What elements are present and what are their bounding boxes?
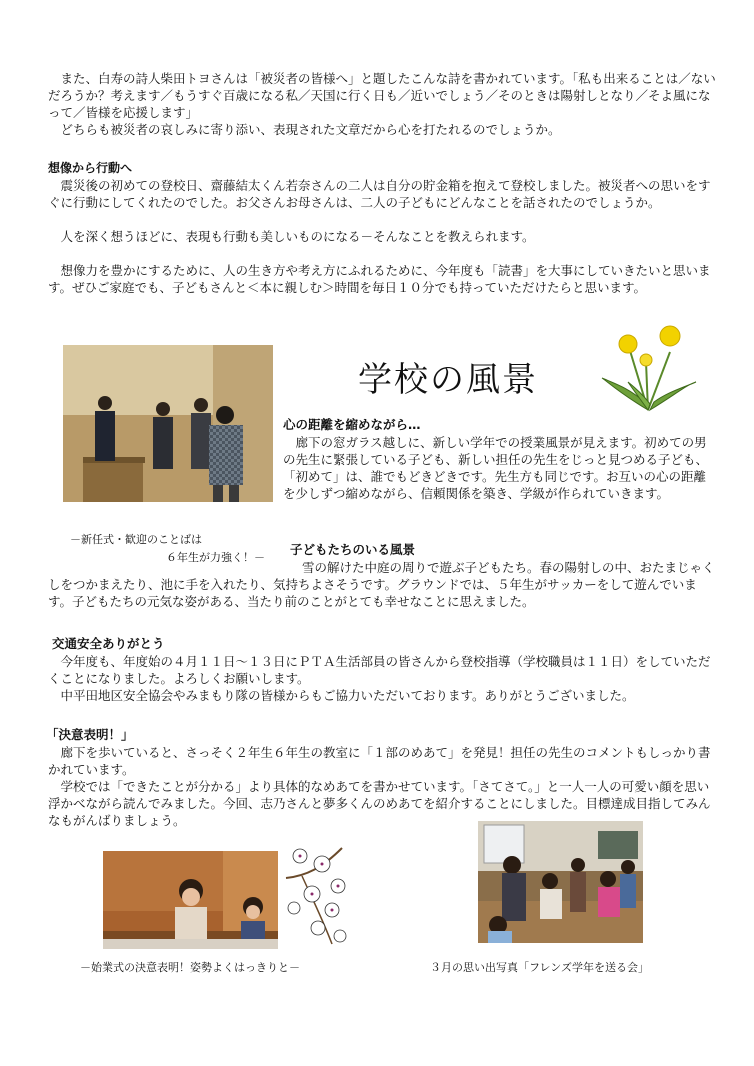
farewell-photo-caption: ３月の思い出写真「フレンズ学年を送る会」 xyxy=(430,961,649,974)
intro-paragraph-1: また、白寿の詩人柴田トヨさんは「被災者の皆様へ」と題したこんな詩を書かれています。「私も出来ることは／ないだろうか？考えます／もうすぐ百歳になる私／天国に行く日も／近いでしょう／そのときは陽射しとなり／そよ風になって／皆様を応援します」 xyxy=(48,71,716,120)
welcome-photo-caption-2: ６年生が力強く！－ xyxy=(166,551,265,564)
section-resolution-block xyxy=(48,744,716,829)
subsection-children-scenery-text: 雪の解けた中庭の周りで遊ぶ子どもたち。春の陽射しの中、おたまじゃくしをつかまえたり、池に手を入れたり、気持ちよさそうです。グラウンドでは、５年生がサッカーをして遊んでいます。子どもたちの元気な姿がある、当たり前のことがとても幸せなことに思えました。 xyxy=(48,560,715,609)
feature-title: 学校の風景 xyxy=(358,360,538,400)
section-imagination-paragraph-2: 人を深く想うほどに、表現も行動も美しいものになる－そんなことを教えられます。 xyxy=(60,229,535,244)
subsection-heading-children-scenery: 子どもたちのいる風景 xyxy=(290,542,416,557)
section-imagination-paragraph-1: 震災後の初めての登校日、齋藤結太くん若奈さんの二人は自分の貯金箱を抱えて登校しました。被災者への思いをすぐに行動にしてくれたのでした。お父さんお母さんは、二人の子どもにどんなことを話されたのでしょうか。 xyxy=(48,178,711,210)
welcome-photo-caption-1: －新任式・歓迎のことばは xyxy=(70,533,202,546)
farewell-event-photo xyxy=(478,821,643,943)
section-imagination-paragraph-3: 想像力を豊かにするために、人の生き方や考え方にふれるために、今年度も「読書」を大事にしていきたいと思います。ぜひご家庭でも、子どもさんと＜本に親しむ＞時間を毎日１０分でも持っていただけたらと思います。 xyxy=(48,263,711,295)
dandelion-icon xyxy=(598,322,698,412)
resolution-photo-caption: －始業式の決意表明！姿勢よくはっきりと－ xyxy=(80,961,300,974)
dandelion-illustration xyxy=(598,322,698,412)
section-resolution-paragraph-2: 学校では「できたことが分かる」より具体的なめあてを書かせています。「さてさて。」と一人一人の可愛い顔を思い浮かべながら読んでみました。今回、志乃さんと夢多くんのめあてを紹介することにしました。目標達成目指してみんなもがんばりましょう。 xyxy=(48,779,711,828)
farewell-event-image xyxy=(478,821,643,943)
section-heading-imagination: 想像から行動へ xyxy=(48,161,133,175)
subsection-heart-distance-text: 廊下の窓ガラス越しに、新しい学年での授業風景が見えます。初めての男の先生に緊張している子ども、新しい担任の先生をじっと見つめる子ども、「初めて」は、誰でもどきどきです。先生方も同じです。お互いの心の距離を少しずつ縮めながら、信頼関係を築き、学級が作られていきます。 xyxy=(283,435,709,501)
intro-block xyxy=(48,70,716,138)
section-traffic-safety-block xyxy=(48,653,716,704)
section-resolution-paragraph-1: 廊下を歩いていると、さっそく２年生６年生の教室に「１部のめあて」を発見！担任の先生のコメントもしっかり書かれています。 xyxy=(48,745,711,777)
intro-paragraph-2: どちらも被災者の哀しみに寄り添い、表現された文章だから心を打たれるのでしょうか。 xyxy=(60,122,561,137)
section-heading-traffic-safety: 交通安全ありがとう xyxy=(52,636,165,651)
cherry-blossom-icon xyxy=(282,838,354,950)
section-imagination-block xyxy=(48,177,716,296)
subsection-heading-heart-distance: 心の距離を縮めながら… xyxy=(283,417,421,432)
section-heading-resolution: 「決意表明！」 xyxy=(46,727,134,742)
section-traffic-safety-paragraph-2: 中平田地区安全協会やみまもり隊の皆様からもご協力いただいております。ありがとうございました。 xyxy=(60,688,635,703)
resolution-photo xyxy=(103,851,278,949)
resolution-image xyxy=(103,851,278,949)
welcome-ceremony-photo xyxy=(63,345,273,502)
flower-branch-illustration xyxy=(282,838,354,950)
welcome-ceremony-image xyxy=(63,345,273,502)
section-traffic-safety-paragraph-1: 今年度も、年度始の４月１１日～１３日にＰＴＡ生活部員の皆さんから登校指導（学校職員は１１日）をしていただくことになりました。よろしくお願いします。 xyxy=(48,654,711,686)
